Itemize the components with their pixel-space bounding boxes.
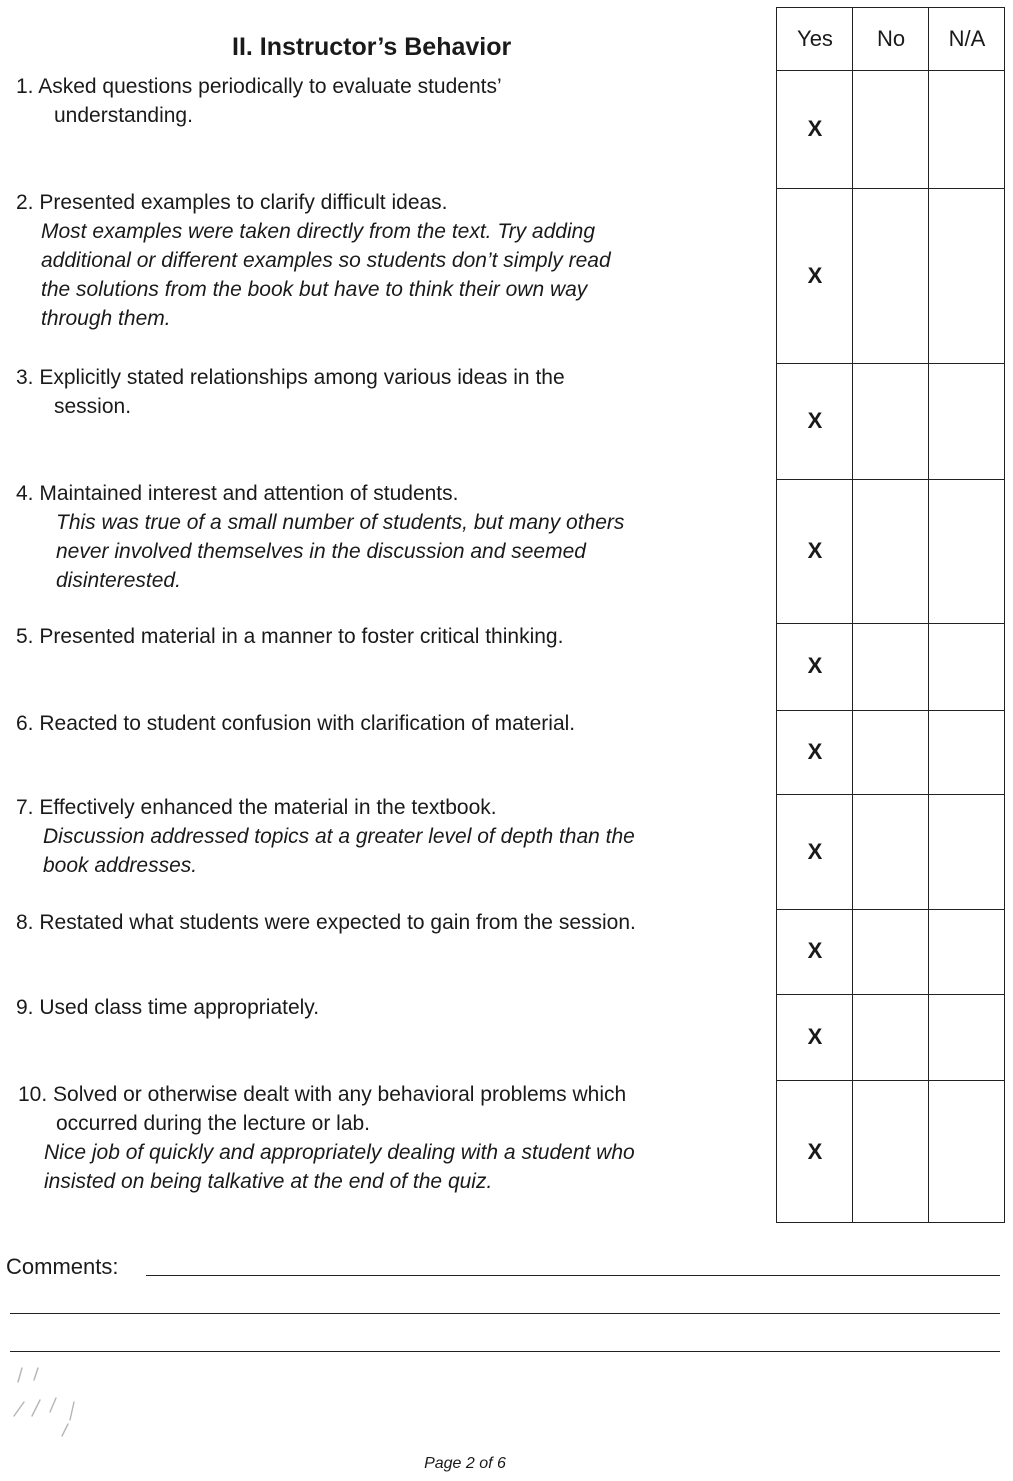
question-text-continuation: understanding.	[54, 104, 193, 127]
question-item-10	[18, 1080, 635, 1196]
question-item-6	[16, 709, 575, 738]
grid-row-divider	[777, 623, 1004, 624]
question-number: 10.	[18, 1083, 48, 1106]
checkbox-mark-item-1[interactable]: X	[807, 116, 823, 141]
evaluator-comment-line: book addresses.	[43, 854, 198, 877]
comments-label: Comments:	[6, 1254, 119, 1279]
question-number: 4.	[16, 482, 34, 505]
question-item-2	[16, 188, 611, 333]
checkbox-mark-item-5[interactable]: X	[807, 653, 823, 678]
pencil-scribble-marks	[10, 1362, 100, 1442]
grid-row-divider	[777, 363, 1004, 364]
question-text: Restated what students were expected to gain from the session.	[39, 911, 636, 934]
question-item-5	[16, 622, 563, 651]
question-item-7	[16, 793, 635, 880]
checkbox-mark-item-10[interactable]: X	[807, 1139, 823, 1164]
checkbox-mark-item-9[interactable]: X	[807, 1024, 823, 1049]
evaluator-comment-line: Most examples were taken directly from the text. Try adding	[41, 220, 595, 243]
question-text: Explicitly stated relationships among various ideas in the	[39, 366, 565, 389]
question-item-8	[16, 908, 636, 937]
evaluator-comment-line: never involved themselves in the discussion and seemed	[56, 540, 586, 563]
checkbox-mark-item-7[interactable]: X	[807, 839, 823, 864]
checkbox-mark-item-6[interactable]: X	[807, 739, 823, 764]
evaluator-comment-line: insisted on being talkative at the end of the quiz.	[44, 1170, 493, 1193]
grid-row-divider	[777, 994, 1004, 995]
question-number: 9.	[16, 996, 34, 1019]
question-text: Presented material in a manner to foster critical thinking.	[39, 625, 564, 648]
question-text-continuation: session.	[54, 395, 132, 418]
question-number: 6.	[16, 712, 34, 735]
grid-row-divider	[777, 70, 1004, 71]
response-grid	[776, 7, 1005, 1223]
question-text: Presented examples to clarify difficult ideas.	[39, 191, 448, 214]
question-text: Reacted to student confusion with clarification of material.	[39, 712, 576, 735]
question-number: 8.	[16, 911, 34, 934]
grid-row-divider	[777, 909, 1004, 910]
grid-column-divider	[928, 8, 929, 1222]
grid-row-divider	[777, 188, 1004, 189]
question-number: 3.	[16, 366, 34, 389]
question-text: Solved or otherwise dealt with any behavioral problems which	[53, 1083, 627, 1106]
checkbox-mark-item-4[interactable]: X	[807, 538, 823, 563]
question-text-continuation: occurred during the lecture or lab.	[56, 1112, 371, 1135]
comments-write-line[interactable]	[10, 1351, 1000, 1352]
column-header-yes: Yes	[797, 26, 833, 51]
question-number: 5.	[16, 625, 34, 648]
grid-row-divider	[777, 794, 1004, 795]
question-text: Asked questions periodically to evaluate students’	[38, 75, 502, 98]
checkbox-mark-item-2[interactable]: X	[807, 263, 823, 288]
question-item-1	[16, 72, 502, 130]
column-header-no: No	[876, 26, 906, 51]
question-text: Effectively enhanced the material in the textbook.	[39, 796, 497, 819]
evaluator-comment-line: through them.	[41, 307, 171, 330]
evaluator-comment-line: Discussion addressed topics at a greater level of depth than the	[43, 825, 635, 848]
question-number: 2.	[16, 191, 34, 214]
comments-write-line[interactable]	[146, 1275, 1000, 1276]
grid-row-divider	[777, 1080, 1004, 1081]
evaluator-comment-line: This was true of a small number of students, but many others	[56, 511, 625, 534]
checkbox-mark-item-3[interactable]: X	[807, 408, 823, 433]
question-item-4	[16, 479, 624, 595]
checkbox-mark-item-8[interactable]: X	[807, 938, 823, 963]
page-number: Page 2 of 6	[424, 1455, 506, 1472]
grid-row-divider	[777, 710, 1004, 711]
question-item-3	[16, 363, 565, 421]
question-number: 1.	[16, 75, 34, 98]
question-text: Maintained interest and attention of students.	[39, 482, 459, 505]
section-title: II. Instructor’s Behavior	[232, 33, 512, 61]
question-number: 7.	[16, 796, 34, 819]
evaluator-comment-line: additional or different examples so students don’t simply read	[41, 249, 611, 272]
grid-row-divider	[777, 479, 1004, 480]
evaluator-comment-line: Nice job of quickly and appropriately dealing with a student who	[44, 1141, 635, 1164]
evaluator-comment-line: the solutions from the book but have to think their own way	[41, 278, 588, 301]
evaluator-comment-line: disinterested.	[56, 569, 181, 592]
question-text: Used class time appropriately.	[39, 996, 320, 1019]
question-item-9	[16, 993, 319, 1022]
comments-write-line[interactable]	[10, 1313, 1000, 1314]
column-header-na: N/A	[948, 26, 986, 51]
